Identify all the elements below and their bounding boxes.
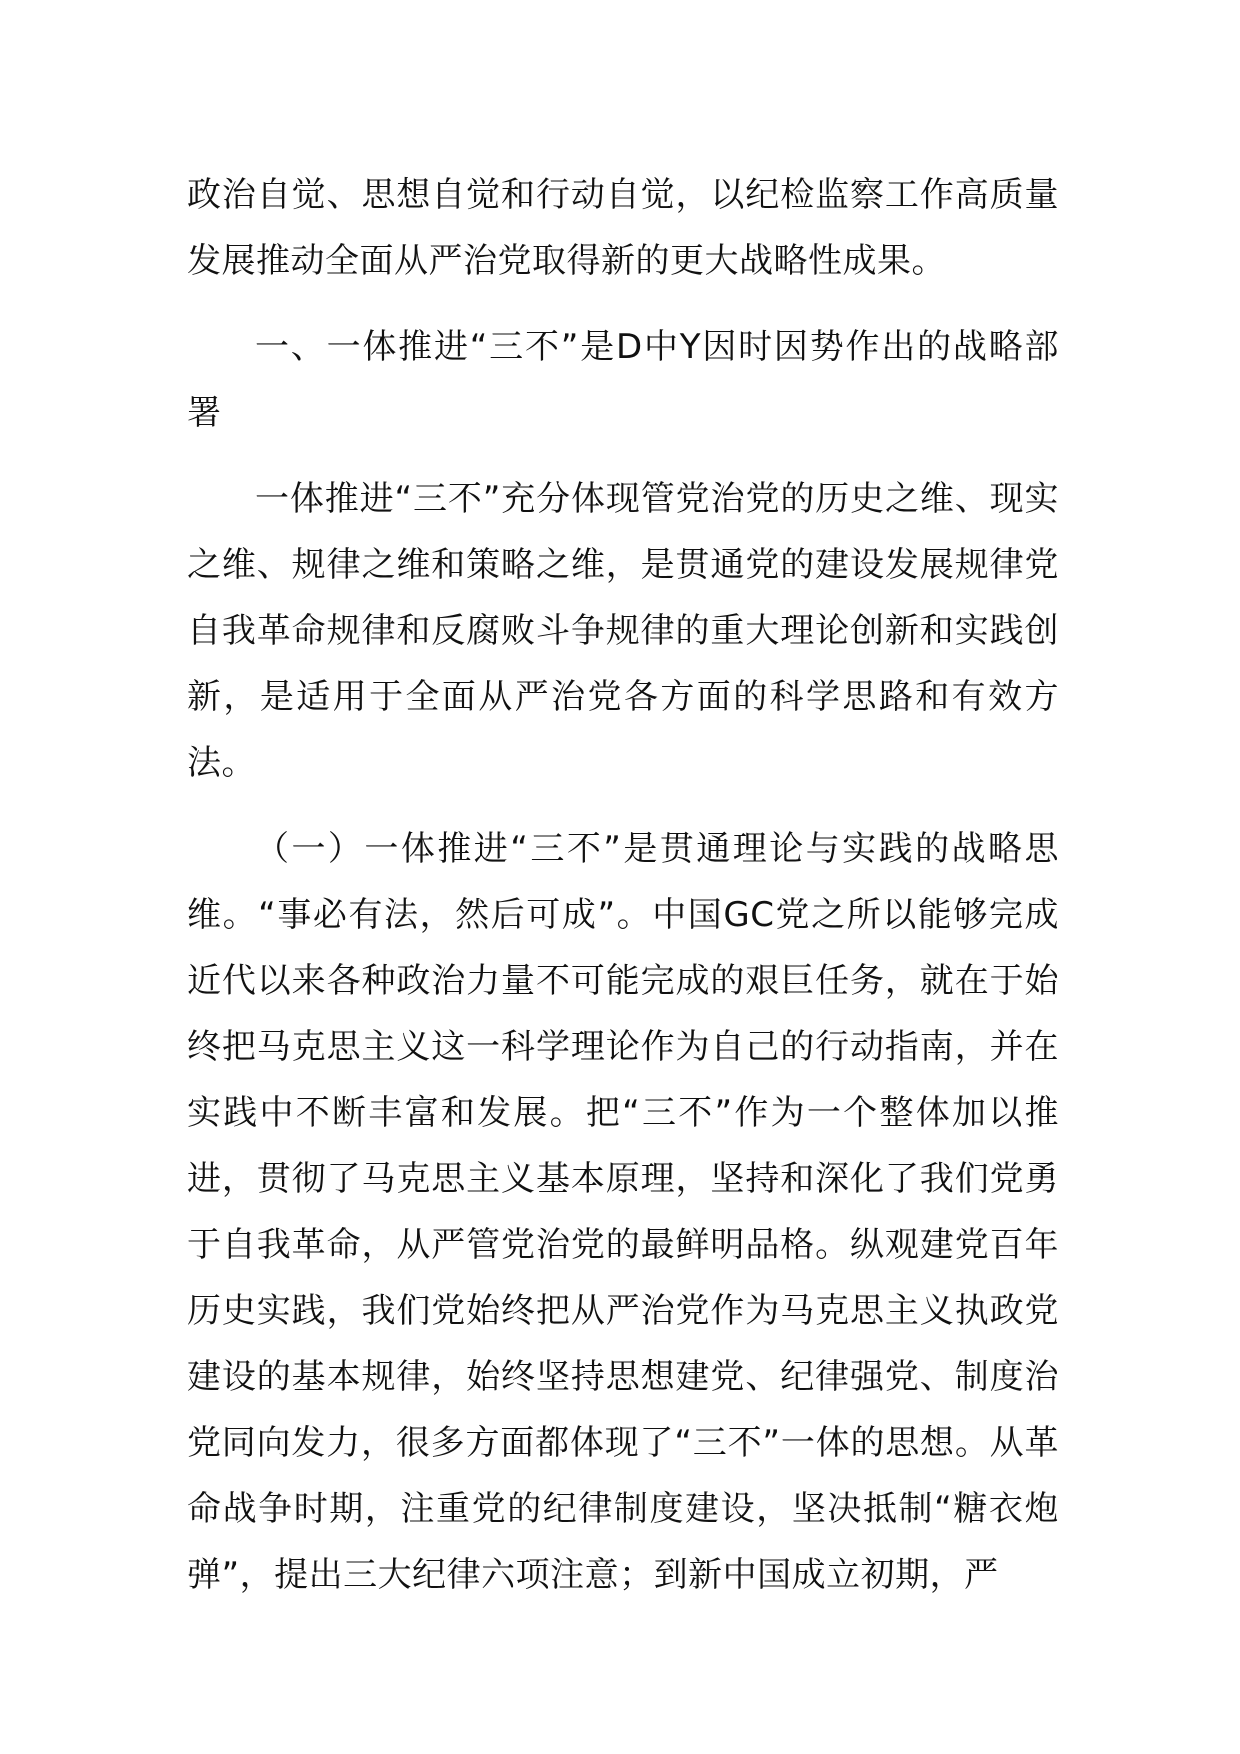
paragraph-intro: 一体推进“三不”充分体现管党治党的历史之维、现实之维、规律之维和策略之维，是贯通党的建设发展规律党自我革命规律和反腐败斗争规律的重大理论创新和实践创新，是适用于全面从严治党各方面的科学思路和有效方法。	[187, 479, 1059, 783]
section-heading: 一、一体推进“三不”是D中Y因时因势作出的战略部署	[187, 327, 1059, 433]
paragraph-subsection-one: （一）一体推进“三不”是贯通理论与实践的战略思维。“事必有法，然后可成”。中国GC党之所以能够完成近代以来各种政治力量不可能完成的艰巨任务，就在于始终把马克思主义这一科学理论作为自己的行动指南，并在实践中不断丰富和发展。把“三不”作为一个整体加以推进，贯彻了马克思主义基本原理，坚持和深化了我们党勇于自我革命，从严管党治党的最鲜明品格。纵观建党百年历史实践，我们党始终把从严治党作为马克思主义执政党建设的基本规律，始终坚持思想建党、纪律强党、制度治党同向发力，很多方面都体现了“三不”一体的思想。从革命战争时期，注重党的纪律制度建设，坚决抵制“糖衣炮弹”，提出三大纪律六项注意；到新中国成立初期，严	[187, 829, 1059, 1595]
paragraph-continuation: 政治自觉、思想自觉和行动自觉，以纪检监察工作高质量发展推动全面从严治党取得新的更大战略性成果。	[187, 175, 1059, 281]
document-body	[187, 162, 1059, 1608]
